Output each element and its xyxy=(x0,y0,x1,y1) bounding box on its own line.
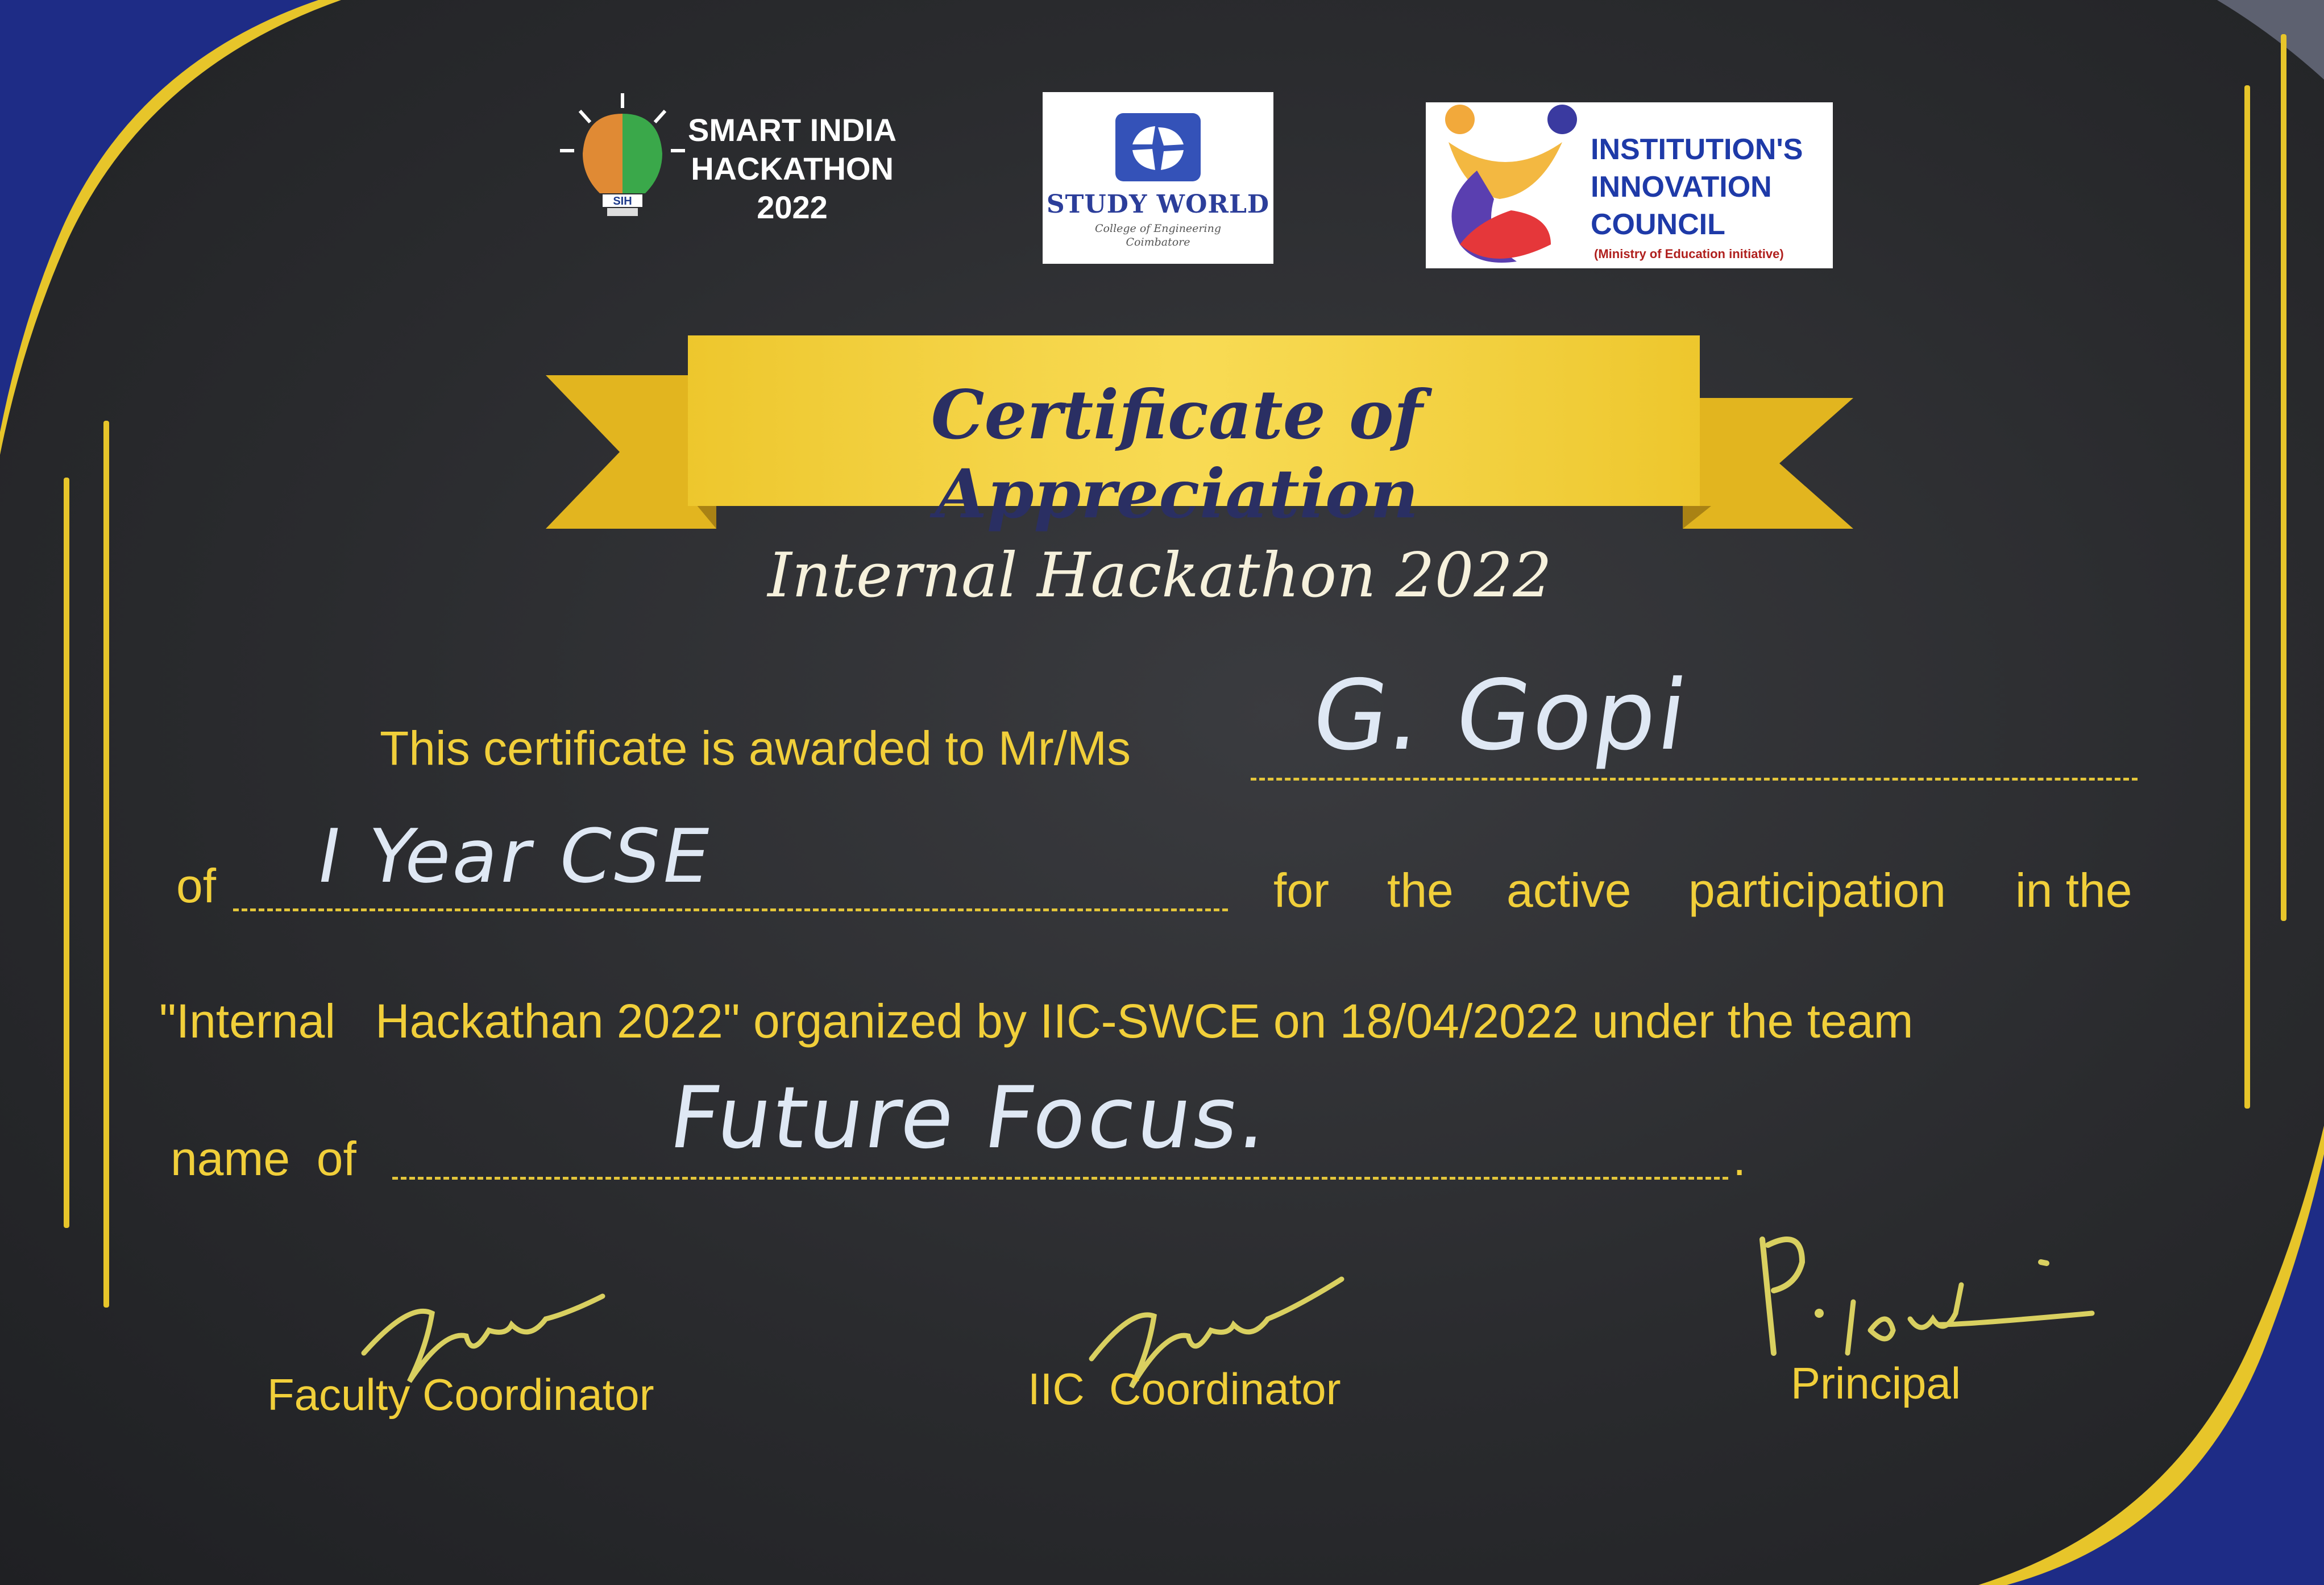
lightbulb-brain-icon xyxy=(557,91,688,227)
event-name: Internal Hackathon 2022 xyxy=(767,540,1552,611)
participation-word-2: the xyxy=(1387,864,1454,917)
team-line-end: . xyxy=(1733,1132,1746,1185)
right-inner-rule xyxy=(2281,34,2286,921)
sih-badge: SIH xyxy=(613,195,632,208)
team-name: Future Focus. xyxy=(663,1069,1277,1168)
principal-signature xyxy=(1751,1217,2149,1376)
participation-word-3: active xyxy=(1507,864,1632,917)
iic-title xyxy=(1591,131,1803,243)
left-inner-rule xyxy=(64,478,69,1228)
study-world-sub2: Coimbatore xyxy=(1126,236,1190,248)
participation-word-1: for xyxy=(1273,864,1330,917)
iic-line1: INSTITUTION'S xyxy=(1591,133,1803,166)
study-world-title: STUDY WORLD xyxy=(1046,190,1270,219)
awarded-to-label: This certificate is awarded to Mr/Ms xyxy=(380,721,1131,775)
iic-logo xyxy=(1426,102,1833,268)
recipient-name: G. Gopi xyxy=(1305,659,1696,772)
iic-coordinator-label: IIC Coordinator xyxy=(1028,1364,1341,1414)
right-outer-rule xyxy=(2244,85,2250,1109)
team-label: name of xyxy=(171,1132,356,1185)
sih-line3: 2022 xyxy=(757,189,828,225)
iic-note: (Ministry of Education initiative) xyxy=(1594,247,1784,261)
sih-line2: HACKATHON xyxy=(691,151,894,186)
principal-label: Principal xyxy=(1791,1358,1961,1408)
iic-line3: COUNCIL xyxy=(1591,208,1725,241)
sih-line1: SMART INDIA xyxy=(688,112,897,148)
study-world-subtitle xyxy=(1043,222,1273,249)
study-world-logo xyxy=(1043,92,1273,264)
left-outer-rule xyxy=(103,421,109,1308)
name-blank xyxy=(1251,778,2138,781)
recipient-class: I Year CSE xyxy=(310,813,720,899)
participation-word-5: in the xyxy=(2015,864,2132,917)
participation-word-4: participation xyxy=(1688,864,1946,917)
iic-line2: INNOVATION xyxy=(1591,171,1772,204)
sih-title xyxy=(688,111,897,227)
team-blank xyxy=(392,1177,1728,1180)
sih-logo xyxy=(557,91,910,227)
aperture-icon xyxy=(1110,110,1206,184)
study-world-sub1: College of Engineering xyxy=(1095,222,1221,235)
faculty-coordinator-label: Faculty Coordinator xyxy=(267,1370,654,1420)
event-description: "Internal Hackathan 2022" organized by IIC-SWCE on 18/04/2022 under the team xyxy=(159,994,1914,1048)
of-label: of xyxy=(176,859,217,912)
iic-emblem-icon xyxy=(1426,102,1585,267)
class-blank xyxy=(233,908,1228,911)
certificate-title: Certificate of Appreciation xyxy=(931,375,1423,533)
